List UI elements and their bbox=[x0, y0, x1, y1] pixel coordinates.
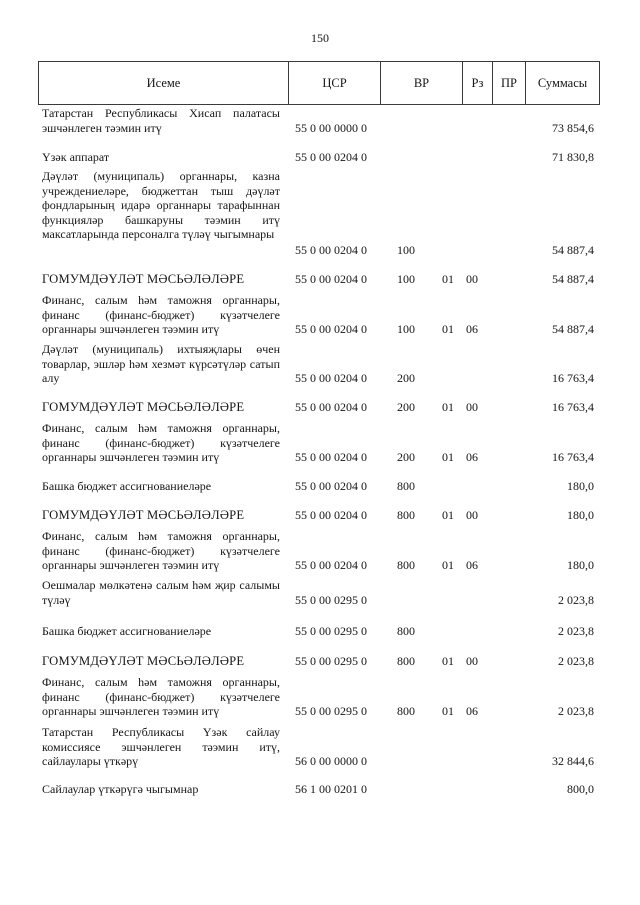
row-sum: 2 023,8 bbox=[558, 654, 594, 668]
row-name: ГОМУМДӘҮЛӘТ МӘСЬӘЛӘЛӘРЕ bbox=[42, 508, 245, 522]
row-name: Финанс, салым һәм таможня органнары, финанс (финанс-бюджет) күзәтчелеге органнары эшчәнлеген тәэмин итү bbox=[42, 421, 280, 464]
row-sum: 2 023,8 bbox=[558, 704, 594, 718]
row-sum: 16 763,4 bbox=[552, 450, 594, 464]
row-rz: 01 bbox=[442, 450, 454, 464]
row-sum: 180,0 bbox=[567, 508, 594, 522]
row-rz: 01 bbox=[442, 272, 454, 286]
row-vr: 200 bbox=[397, 400, 415, 414]
row-pr: 00 bbox=[466, 400, 478, 414]
row-pr: 06 bbox=[466, 322, 478, 336]
row-name: Финанс, салым һәм таможня органнары, финанс (финанс-бюджет) күзәтчелеге органнары эшчәнлеген тәэмин итү bbox=[42, 529, 280, 572]
row-csr: 55 0 00 0295 0 bbox=[295, 624, 367, 638]
row-sum: 16 763,4 bbox=[552, 371, 594, 385]
row-sum: 180,0 bbox=[567, 558, 594, 572]
row-csr: 55 0 00 0295 0 bbox=[295, 654, 367, 668]
row-vr: 100 bbox=[397, 272, 415, 286]
row-vr: 100 bbox=[397, 322, 415, 336]
row-sum: 54 887,4 bbox=[552, 272, 594, 286]
row-name: Дәүләт (муниципаль) органнары, казна учреждениеләре, бюджеттан тыш дәүләт фондларының идарә органнары тарафыннан функцияләр башкаруны тәэмин итү максатларында персоналга түләү чыгымнары bbox=[42, 169, 280, 241]
row-csr: 55 0 00 0204 0 bbox=[295, 243, 367, 257]
row-rz: 01 bbox=[442, 400, 454, 414]
row-csr: 55 0 00 0204 0 bbox=[295, 400, 367, 414]
table-row bbox=[0, 725, 640, 769]
row-sum: 2 023,8 bbox=[558, 624, 594, 638]
row-sum: 73 854,6 bbox=[552, 121, 594, 135]
table-row bbox=[0, 342, 640, 386]
table-row bbox=[0, 272, 640, 287]
row-vr: 200 bbox=[397, 371, 415, 385]
table-row bbox=[0, 479, 640, 494]
row-pr: 06 bbox=[466, 450, 478, 464]
row-csr: 55 0 00 0295 0 bbox=[295, 704, 367, 718]
row-pr: 00 bbox=[466, 272, 478, 286]
table-row bbox=[0, 400, 640, 415]
table-row bbox=[0, 782, 640, 797]
row-csr: 55 0 00 0204 0 bbox=[295, 371, 367, 385]
row-name: Татарстан Республикасы Үзәк сайлау комиссиясе эшчәнлеген тәэмин итү, сайлаулары үткәрү bbox=[42, 725, 280, 768]
row-name: ГОМУМДӘҮЛӘТ МӘСЬӘЛӘЛӘРЕ bbox=[42, 400, 245, 414]
table-row bbox=[0, 169, 640, 258]
table-row bbox=[0, 654, 640, 669]
row-vr: 100 bbox=[397, 243, 415, 257]
row-name: Башка бюджет ассигнованиеләре bbox=[42, 624, 212, 638]
row-sum: 54 887,4 bbox=[552, 243, 594, 257]
row-vr: 800 bbox=[397, 508, 415, 522]
row-sum: 71 830,8 bbox=[552, 150, 594, 164]
row-rz: 01 bbox=[442, 558, 454, 572]
row-vr: 800 bbox=[397, 704, 415, 718]
row-name: Сайлаулар үткәрүгә чыгымнар bbox=[42, 782, 199, 796]
table-row bbox=[0, 421, 640, 465]
column-header-name: Исеме bbox=[146, 76, 181, 90]
row-csr: 55 0 00 0204 0 bbox=[295, 322, 367, 336]
table-row bbox=[0, 106, 640, 136]
row-sum: 32 844,6 bbox=[552, 754, 594, 768]
row-csr: 55 0 00 0000 0 bbox=[295, 121, 367, 135]
row-csr: 55 0 00 0204 0 bbox=[295, 150, 367, 164]
row-rz: 01 bbox=[442, 654, 454, 668]
row-name: Татарстан Республикасы Хисап палатасы эшчәнлеген тәэмин итү bbox=[42, 106, 280, 135]
page-number: 150 bbox=[311, 31, 329, 45]
row-name: Дәүләт (муниципаль) ихтыяҗлары өчен товарлар, эшләр һәм хезмәт күрсәтүләр сатып алу bbox=[42, 342, 280, 385]
row-csr: 55 0 00 0204 0 bbox=[295, 508, 367, 522]
row-pr: 06 bbox=[466, 558, 478, 572]
row-csr: 55 0 00 0204 0 bbox=[295, 450, 367, 464]
row-sum: 800,0 bbox=[567, 782, 594, 796]
table-row bbox=[0, 150, 640, 165]
row-vr: 800 bbox=[397, 624, 415, 638]
table-row bbox=[0, 293, 640, 337]
row-sum: 2 023,8 bbox=[558, 593, 594, 607]
row-name: ГОМУМДӘҮЛӘТ МӘСЬӘЛӘЛӘРЕ bbox=[42, 654, 245, 668]
row-csr: 56 0 00 0000 0 bbox=[295, 754, 367, 768]
row-name: Оешмалар мөлкәтенә салым һәм җир салымы түләү bbox=[42, 578, 280, 607]
row-rz: 01 bbox=[442, 508, 454, 522]
table-row bbox=[0, 508, 640, 523]
row-csr: 56 1 00 0201 0 bbox=[295, 782, 367, 796]
row-pr: 00 bbox=[466, 654, 478, 668]
row-name: Финанс, салым һәм таможня органнары, финанс (финанс-бюджет) күзәтчелеге органнары эшчәнлеген тәэмин итү bbox=[42, 675, 280, 718]
row-pr: 00 bbox=[466, 508, 478, 522]
row-name: Финанс, салым һәм таможня органнары, финанс (финанс-бюджет) күзәтчелеге органнары эшчәнлеген тәэмин итү bbox=[42, 293, 280, 336]
row-sum: 54 887,4 bbox=[552, 322, 594, 336]
column-header-sum: Суммасы bbox=[525, 62, 599, 104]
row-vr: 200 bbox=[397, 450, 415, 464]
table-header bbox=[38, 61, 600, 105]
row-csr: 55 0 00 0295 0 bbox=[295, 593, 367, 607]
column-header-pr: ПР bbox=[492, 62, 525, 104]
row-name: Башка бюджет ассигнованиеләре bbox=[42, 479, 212, 493]
row-rz: 01 bbox=[442, 322, 454, 336]
row-sum: 16 763,4 bbox=[552, 400, 594, 414]
row-csr: 55 0 00 0204 0 bbox=[295, 272, 367, 286]
row-name: ГОМУМДӘҮЛӘТ МӘСЬӘЛӘЛӘРЕ bbox=[42, 272, 245, 286]
table-row bbox=[0, 675, 640, 719]
row-name: Үзәк аппарат bbox=[42, 150, 110, 164]
column-header-csr: ЦСР bbox=[288, 62, 380, 104]
row-vr: 800 bbox=[397, 654, 415, 668]
row-pr: 06 bbox=[466, 704, 478, 718]
row-vr: 800 bbox=[397, 479, 415, 493]
row-rz: 01 bbox=[442, 704, 454, 718]
table-row bbox=[0, 624, 640, 639]
row-csr: 55 0 00 0204 0 bbox=[295, 479, 367, 493]
column-header-rz: Рз bbox=[462, 62, 492, 104]
column-header-vr: ВР bbox=[380, 62, 462, 104]
row-vr: 800 bbox=[397, 558, 415, 572]
row-csr: 55 0 00 0204 0 bbox=[295, 558, 367, 572]
table-row bbox=[0, 529, 640, 573]
row-sum: 180,0 bbox=[567, 479, 594, 493]
table-row bbox=[0, 578, 640, 608]
